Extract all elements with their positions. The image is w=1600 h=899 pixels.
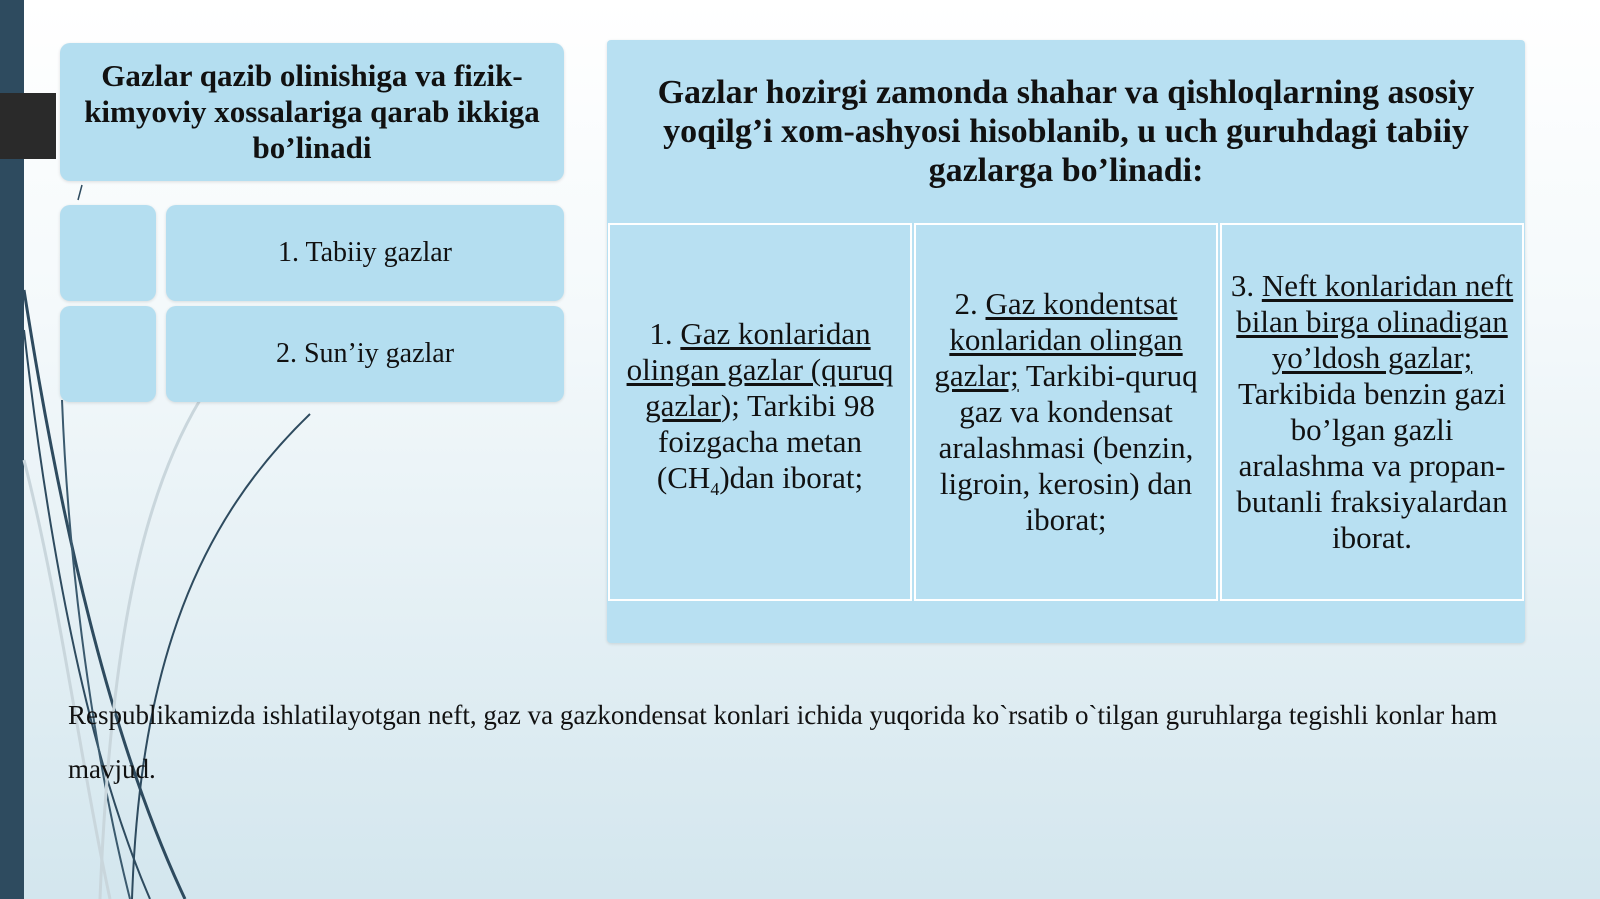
table-cell-3 bbox=[1220, 223, 1524, 601]
cell-title: Gaz konlaridan olingan gazlar (quruq gazlar bbox=[626, 316, 894, 424]
list-item-label: 2. Sun’iy gazlar bbox=[275, 338, 455, 369]
left-heading-box bbox=[60, 43, 564, 181]
cell-text-end: )dan iborat; bbox=[719, 460, 864, 496]
list-item-label: 1. Tabiiy gazlar bbox=[277, 237, 452, 268]
list-item bbox=[166, 306, 564, 402]
cell-number: 1. bbox=[649, 316, 673, 352]
item-marker-2 bbox=[60, 306, 156, 402]
footer-paragraph: Respublikamizda ishlatilayotgan neft, gaz va gazkondensat konlari ichida yuqorida ko`rsatib o`tilgan guruhlarga tegishli konlar ham mavjud. bbox=[68, 700, 1498, 784]
cell-number: 3. bbox=[1230, 268, 1255, 303]
cell-content bbox=[1230, 268, 1514, 556]
cell-subscript: 4 bbox=[710, 479, 720, 500]
gas-groups-table bbox=[607, 40, 1525, 643]
cell-content bbox=[924, 286, 1208, 538]
list-item bbox=[166, 205, 564, 301]
table-cell-2 bbox=[914, 223, 1218, 601]
cell-title: Neft konlaridan neft bilan birga olinadigan yo’ldosh gazlar; bbox=[1236, 268, 1514, 375]
cell-text: ); Tarkibi 98 foizgacha metan (CH bbox=[656, 388, 875, 496]
table-cell-1 bbox=[608, 223, 912, 601]
cell-title: Gaz kondentsat konlaridan olingan gazlar; bbox=[934, 286, 1183, 393]
cell-content bbox=[618, 316, 902, 507]
table-heading-cell bbox=[607, 40, 1525, 222]
item-marker-1 bbox=[60, 205, 156, 301]
table-heading: Gazlar hozirgi zamonda shahar va qishloqlarning asosiy yoqilg’i xom-ashyosi hisoblanib, u uch guruhdagi tabiiy gazlarga bo’linadi: bbox=[657, 73, 1475, 189]
cell-number: 2. bbox=[954, 286, 978, 321]
cell-text: Tarkibida benzin gazi bo’lgan gazli aralashma va propan-butanli fraksiyalardan iborat. bbox=[1236, 376, 1508, 555]
left-heading: Gazlar qazib olinishiga va fizik-kimyoviy xossalariga qarab ikkiga bo’linadi bbox=[84, 58, 540, 165]
cell-text: Tarkibi-quruq gaz va kondensat aralashmasi (benzin, ligroin, kerosin) dan iborat; bbox=[938, 358, 1198, 537]
